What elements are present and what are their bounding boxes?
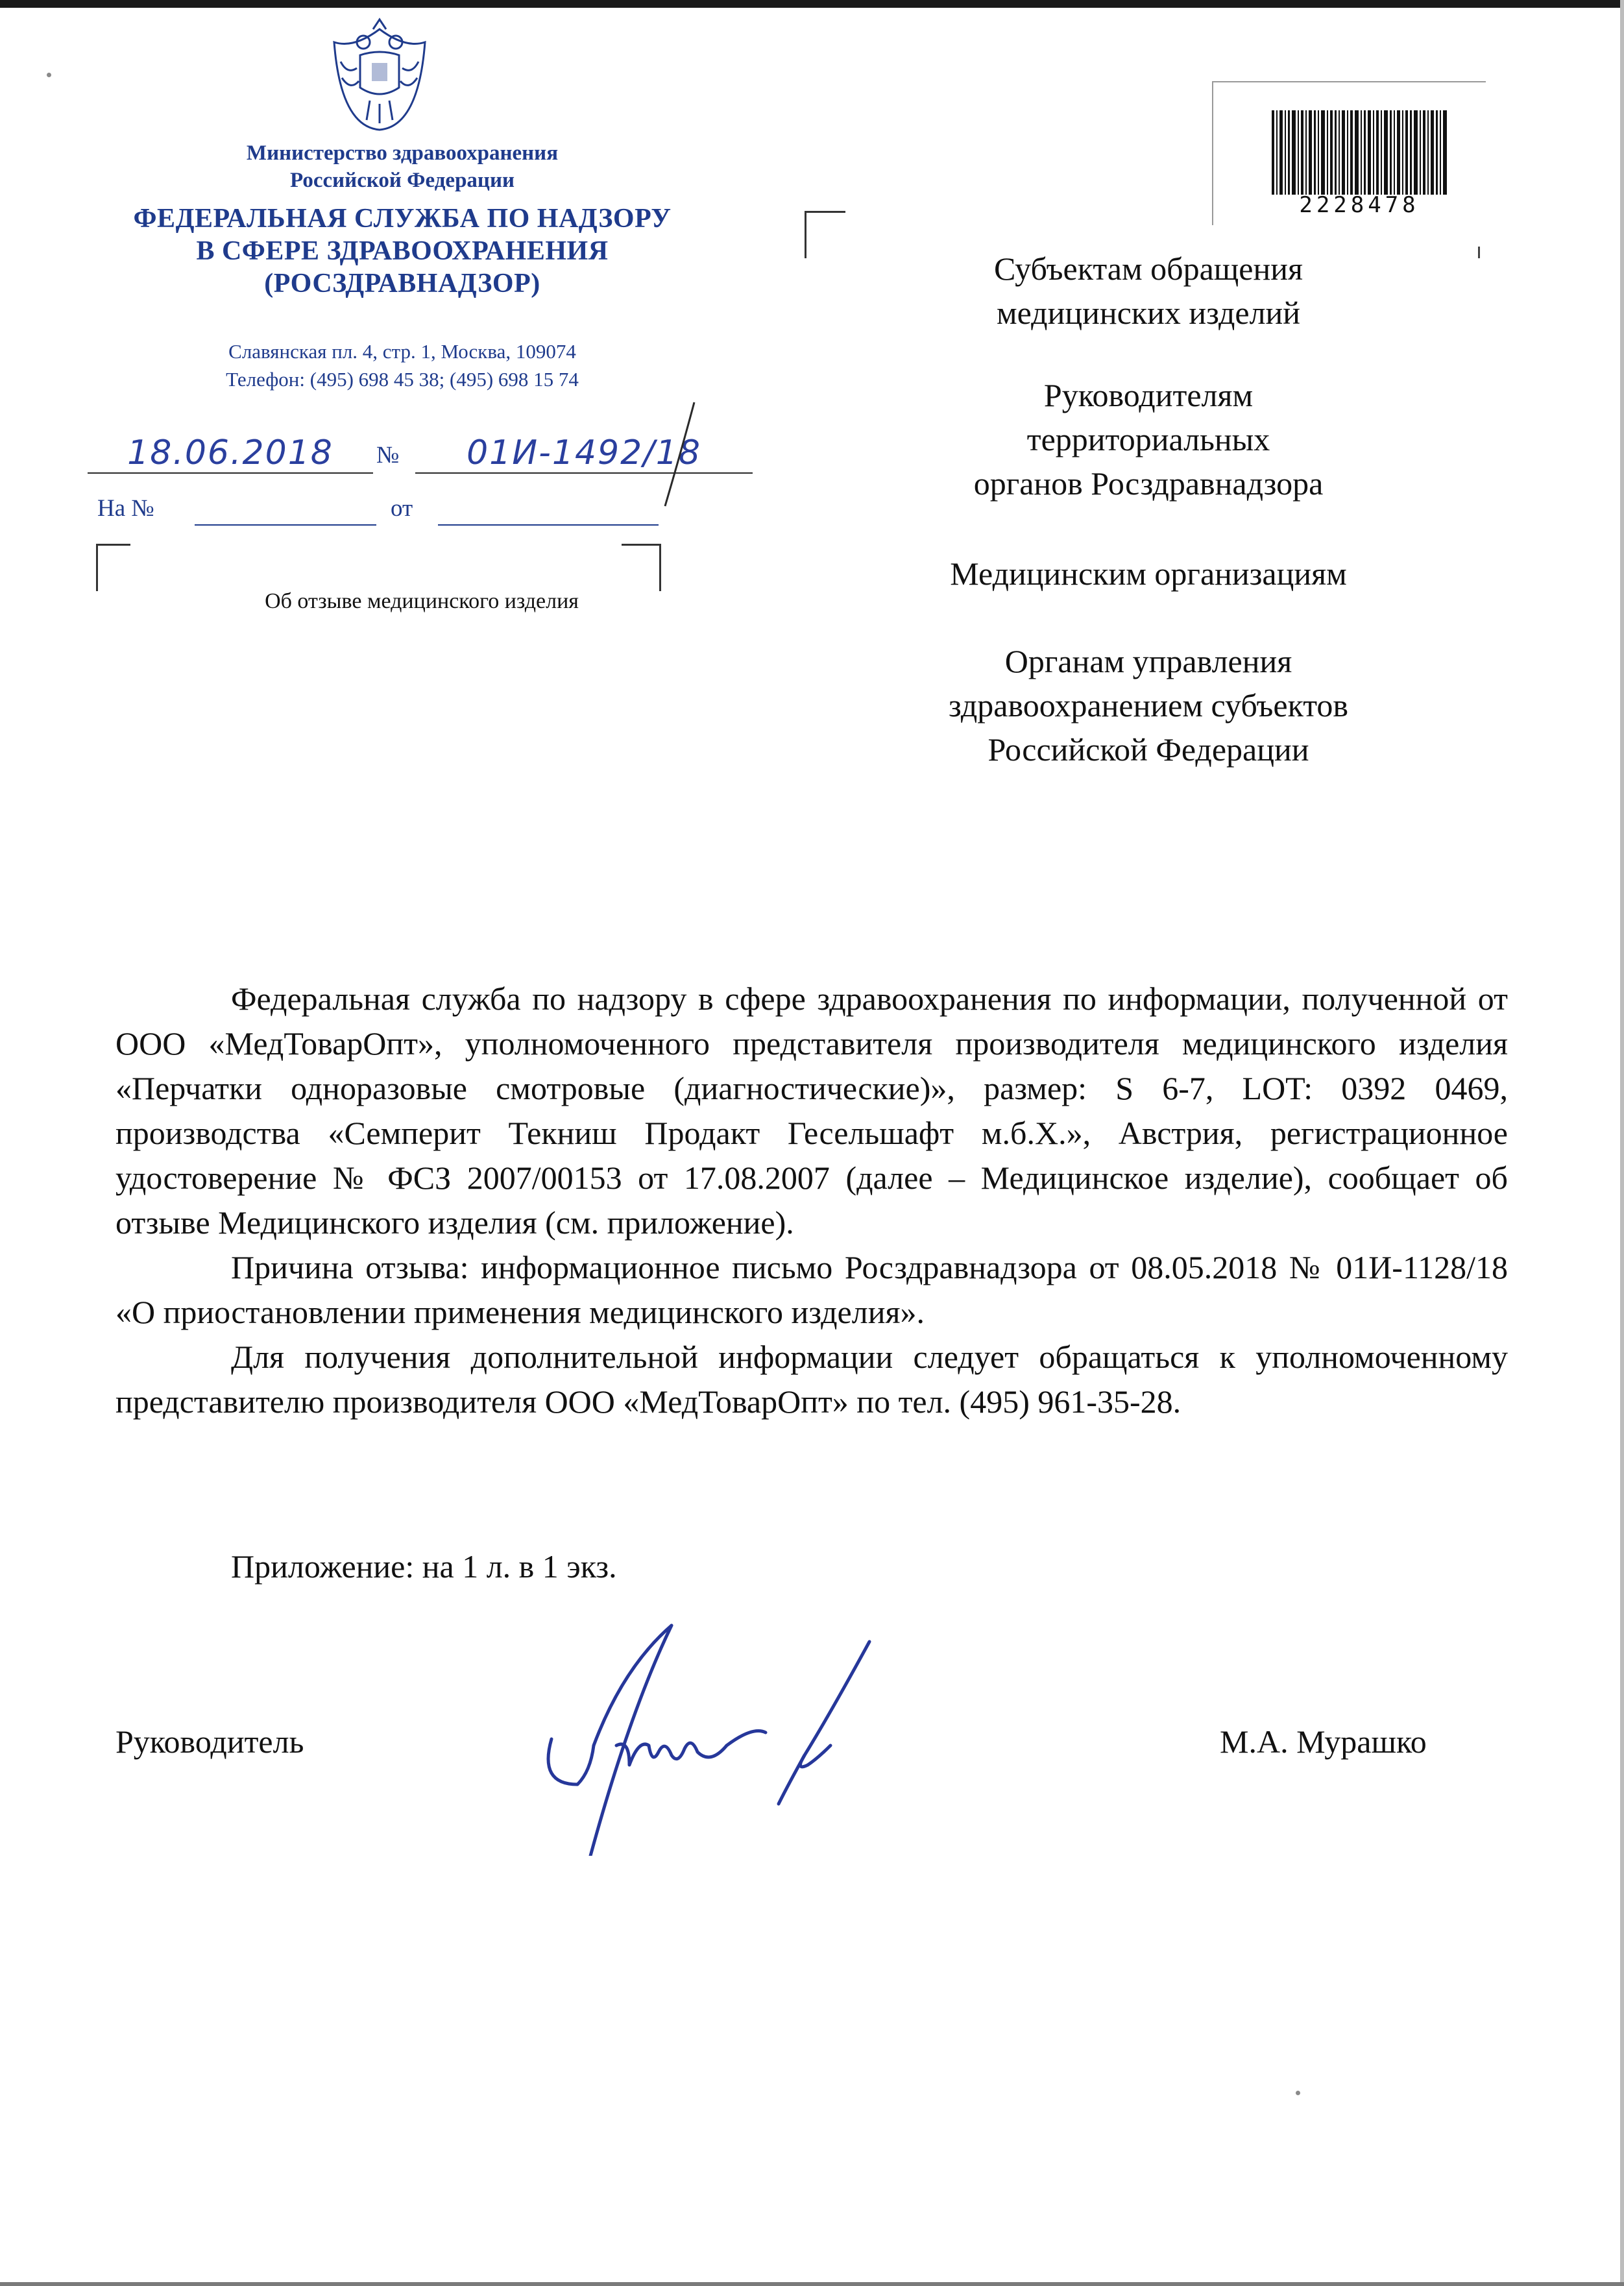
- coat-of-arms-emblem: [328, 16, 431, 133]
- ministry-line-1: Министерство здравоохранения: [246, 141, 559, 165]
- scan-speck: [47, 73, 51, 77]
- scan-edge-top: [0, 0, 1624, 8]
- addressee-line: Органам управления: [1004, 643, 1292, 679]
- reference-label: На №: [97, 495, 154, 522]
- addressee-line: территориальных: [1026, 421, 1270, 457]
- address-bracket-corner: [805, 211, 845, 258]
- scan-tick: [1478, 247, 1480, 258]
- number-label: №: [376, 442, 400, 468]
- handwritten-signature: [532, 1616, 895, 1856]
- addressee-line: органов Росздравнадзора: [973, 465, 1324, 502]
- addressee-line: медицинских изделий: [996, 295, 1301, 331]
- scan-edge-right: [1620, 0, 1624, 2286]
- addressee-line: здравоохранением субъектов: [948, 687, 1349, 723]
- barcode: [1272, 110, 1447, 195]
- addressee-line: Медицинским организациям: [950, 555, 1347, 592]
- subject-bracket-left: [96, 544, 130, 591]
- service-line-1: ФЕДЕРАЛЬНАЯ СЛУЖБА ПО НАДЗОРУ: [133, 204, 672, 234]
- from-label: от: [391, 495, 413, 522]
- body-paragraph-3: Для получения дополнительной информации следует обращаться к уполномоченному представителю производителя ООО «МедТоварОпт» по тел. (495) 961-35-28.: [115, 1339, 1508, 1420]
- reference-blank: [195, 524, 376, 526]
- phone-line: Телефон: (495) 698 45 38; (495) 698 15 74: [226, 368, 579, 391]
- subject-bracket-right: [622, 544, 661, 591]
- body-paragraph-1: Федеральная служба по надзору в сфере здравоохранения по информации, полученной от ООО «МедТоварОпт», уполномоченного представителя производителя медицинского изделия «Перчатки одноразовые смотровые (диагностические)», размер: S 6-7, LOT: 0392 0469, производства «Семперит Текниш Продакт Гесельшафт м.б.Х.», Австрия, регистрационное удостоверение № ФСЗ 2007/00153 от 17.08.2007 (далее – Медицинское изделие), сообщает об отзыве Медицинского изделия (см. приложение).: [115, 980, 1508, 1241]
- body-paragraph-2: Причина отзыва: информационное письмо Росздравнадзора от 08.05.2018 № 01И-1128/18 «О приостановлении применения медицинского изделия».: [115, 1249, 1508, 1330]
- addressee-line: Российской Федерации: [988, 731, 1309, 768]
- registration-date: 18.06.2018: [88, 433, 373, 474]
- addressee-line: Субъектам обращения: [994, 250, 1303, 287]
- addressee-group-4: [889, 639, 1408, 772]
- barcode-number: 2228478: [1299, 192, 1420, 218]
- signatory-name: М.А. Мурашко: [1220, 1723, 1427, 1760]
- addressee-group-3: [889, 552, 1408, 596]
- letter-body: [115, 977, 1508, 1424]
- registration-number: 01И-1492/18: [415, 433, 753, 474]
- signatory-role: Руководитель: [115, 1723, 304, 1760]
- scan-speck: [1296, 2091, 1300, 2095]
- scan-edge-bottom: [0, 2282, 1624, 2286]
- addressee-group-1: [889, 247, 1408, 335]
- letter-subject: Об отзыве медицинского изделия: [265, 589, 579, 613]
- address-line: Славянская пл. 4, стр. 1, Москва, 109074: [228, 340, 576, 363]
- ministry-line-2: Российской Федерации: [290, 169, 515, 192]
- annex-note: Приложение: на 1 л. в 1 экз.: [231, 1548, 617, 1585]
- service-line-2: В СФЕРЕ ЗДРАВООХРАНЕНИЯ: [196, 236, 609, 266]
- addressee-group-2: [889, 373, 1408, 505]
- handwritten-slash-stroke: [659, 399, 697, 509]
- service-line-3: (РОСЗДРАВНАДЗОР): [264, 269, 540, 298]
- from-blank: [438, 524, 659, 526]
- addressee-line: Руководителям: [1043, 377, 1254, 413]
